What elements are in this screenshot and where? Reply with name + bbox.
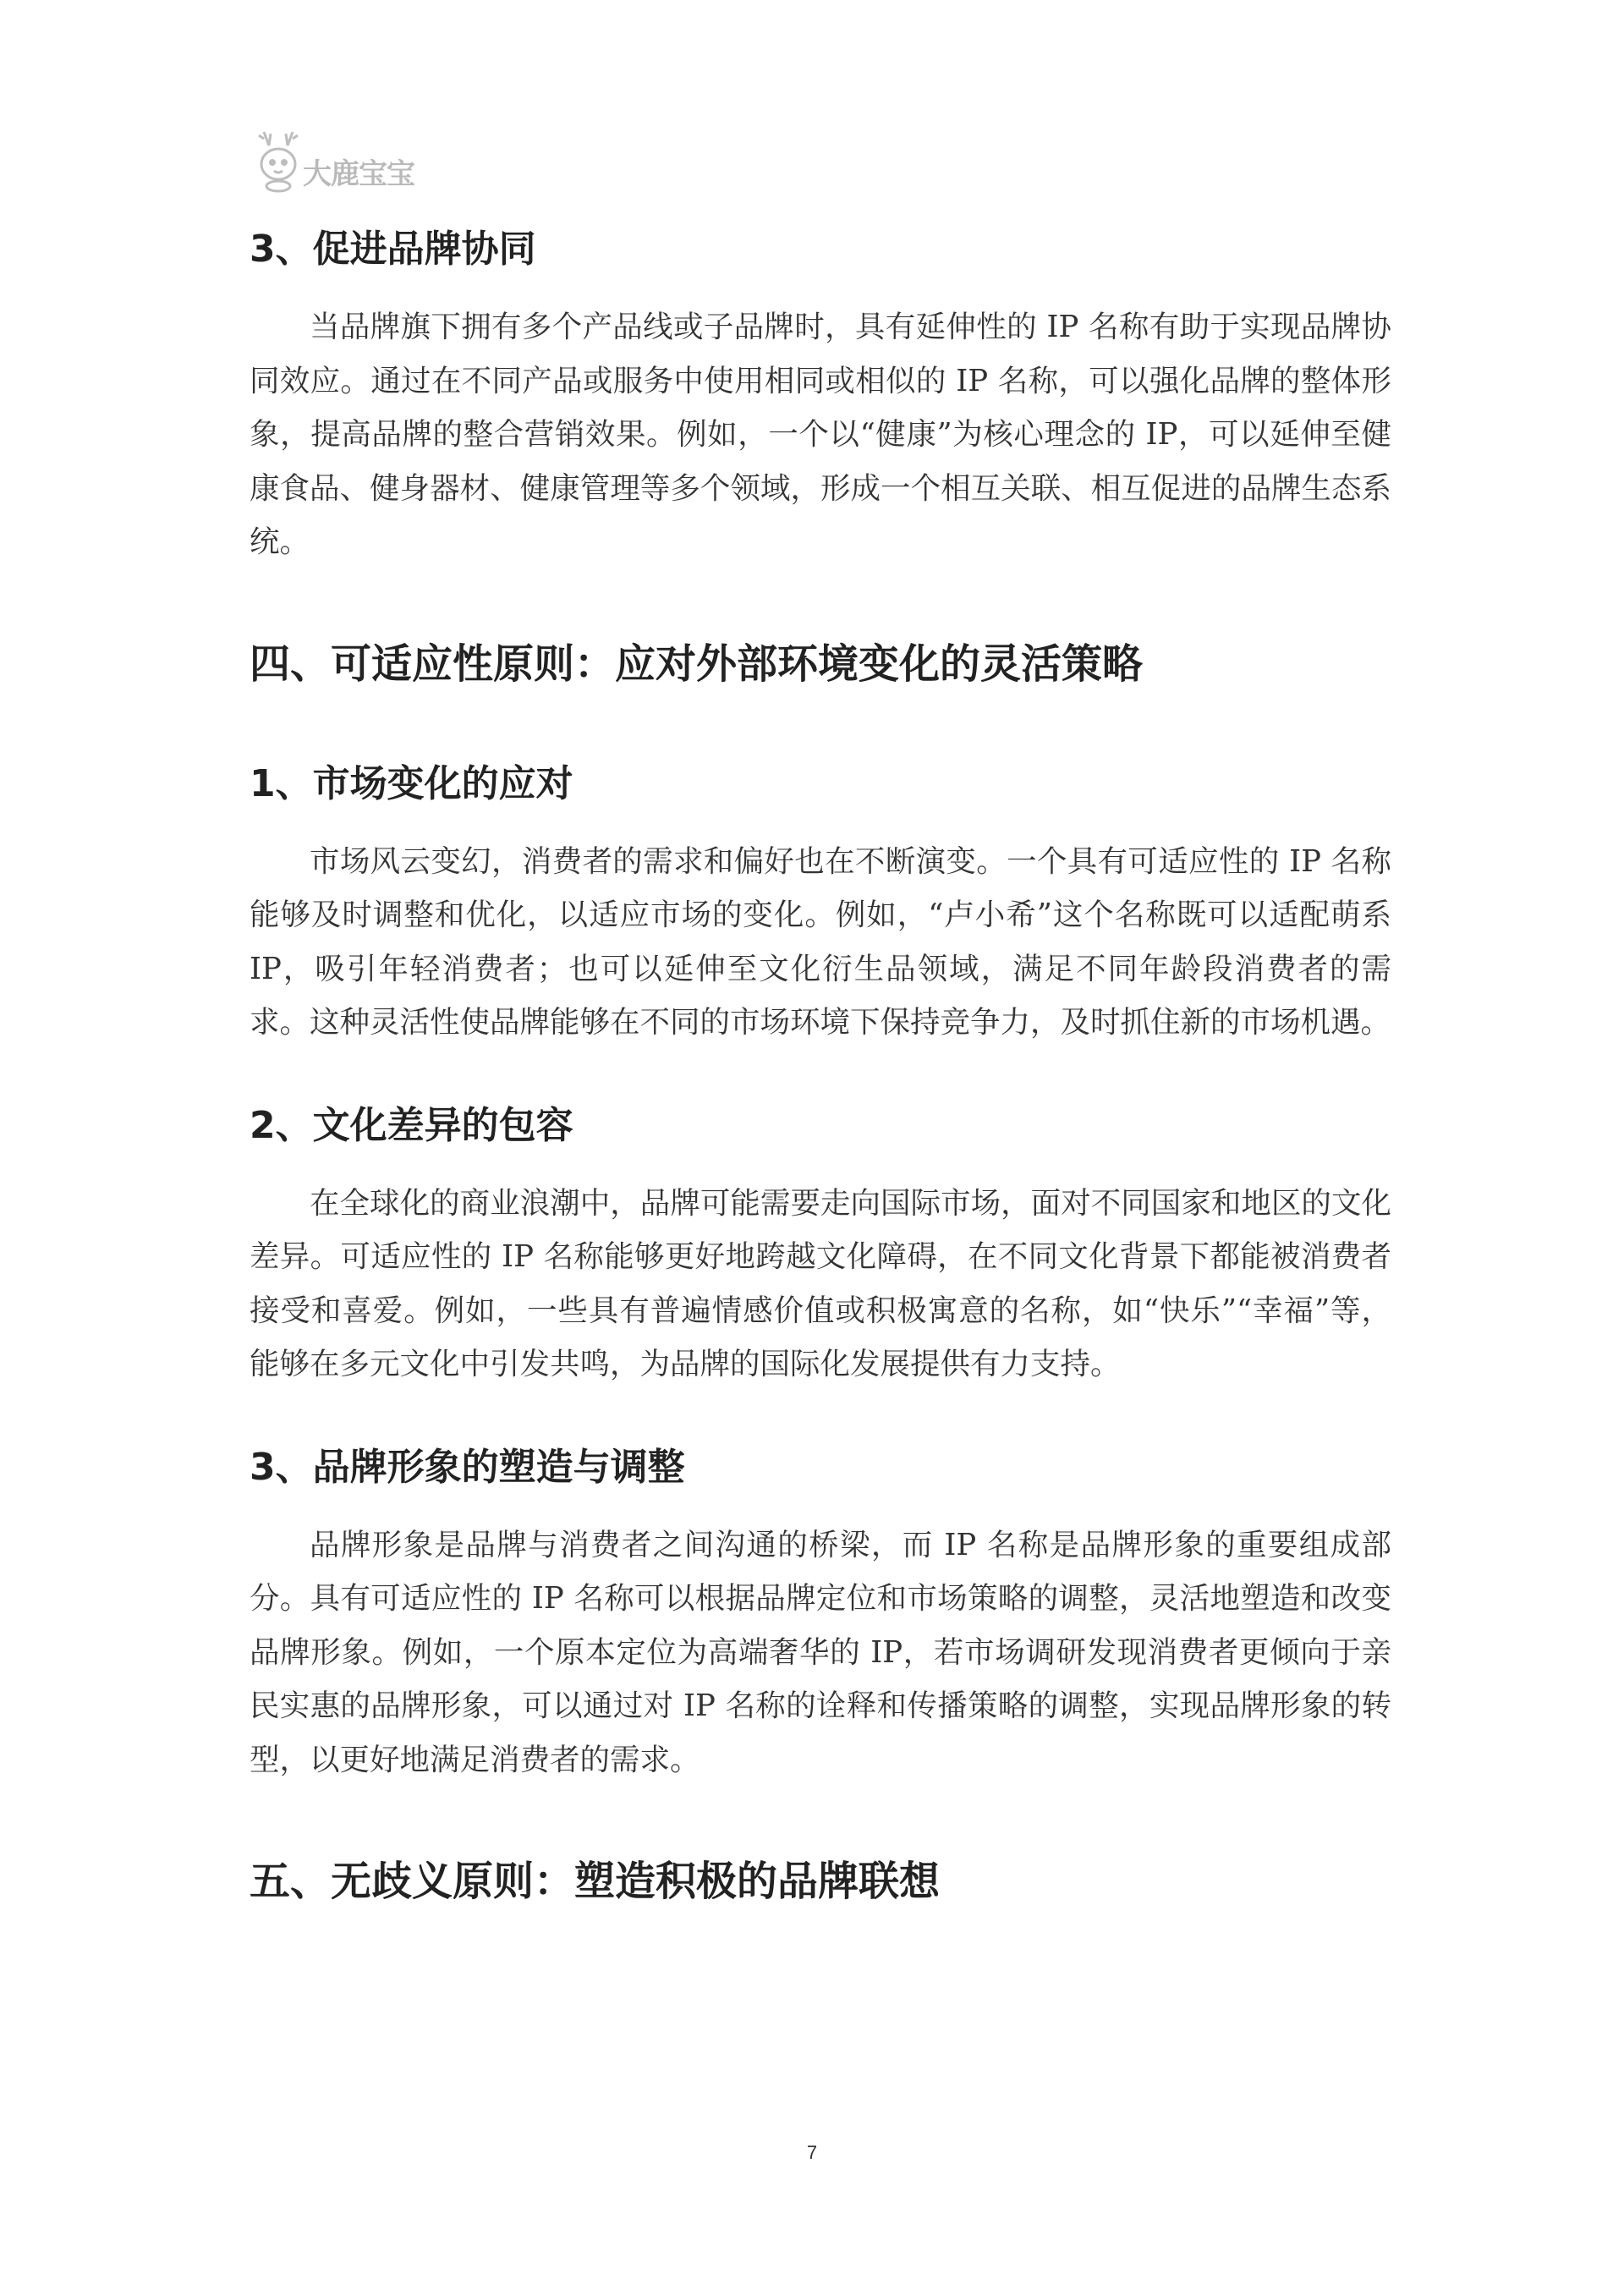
document-body	[250, 224, 1391, 1908]
body-paragraph: 品牌形象是品牌与消费者之间沟通的桥梁，而 IP 名称是品牌形象的重要组成部分。具有可适应性的 IP 名称可以根据品牌定位和市场策略的调整，灵活地塑造和改变品牌形象。例如，一个原本定位为高端奢华的 IP，若市场调研发现消费者更倾向于亲民实惠的品牌形象，可以通过对 IP 名称的诠释和传播策略的调整，实现品牌形象的转型，以更好地满足消费者的需求。	[250, 1527, 1391, 1777]
section-subheading: 3、品牌形象的塑造与调整	[250, 1445, 685, 1489]
deer-mascot-icon	[254, 127, 304, 195]
logo-text: 大鹿宝宝	[303, 157, 414, 191]
section-subheading: 2、文化差异的包容	[250, 1103, 573, 1147]
body-paragraph: 当品牌旗下拥有多个产品线或子品牌时，具有延伸性的 IP 名称有助于实现品牌协同效应。通过在不同产品或服务中使用相同或相似的 IP 名称，可以强化品牌的整体形象，提高品牌的整合营销效果。例如，一个以“健康”为核心理念的 IP，可以延伸至健康食品、健身器材、健康管理等多个领域，形成一个相互关联、相互促进的品牌生态系统。	[250, 310, 1391, 559]
page-number: 7	[806, 2142, 818, 2163]
section-heading: 四、可适应性原则：应对外部环境变化的灵活策略	[250, 640, 1144, 688]
body-paragraph: 在全球化的商业浪潮中，品牌可能需要走向国际市场，面对不同国家和地区的文化差异。可适应性的 IP 名称能够更好地跨越文化障碍，在不同文化背景下都能被消费者接受和喜爱。例如，一些具有普遍情感价值或积极寓意的名称，如“快乐”“幸福”等，能够在多元文化中引发共鸣，为品牌的国际化发展提供有力支持。	[250, 1185, 1391, 1381]
brand-logo	[254, 127, 457, 203]
section-subheading: 3、促进品牌协同	[250, 228, 536, 271]
body-paragraph: 市场风云变幻，消费者的需求和偏好也在不断演变。一个具有可适应性的 IP 名称能够及时调整和优化，以适应市场的变化。例如，“卢小希”这个名称既可以适配萌系 IP，吸引年轻消费者；也可以延伸至文化衍生品领域，满足不同年龄段消费者的需求。这种灵活性使品牌能够在不同的市场环境下保持竞争力，及时抓住新的市场机遇。	[250, 843, 1391, 1040]
section-heading: 五、无歧义原则：塑造积极的品牌联想	[250, 1858, 941, 1905]
section-subheading: 1、市场变化的应对	[250, 761, 573, 805]
